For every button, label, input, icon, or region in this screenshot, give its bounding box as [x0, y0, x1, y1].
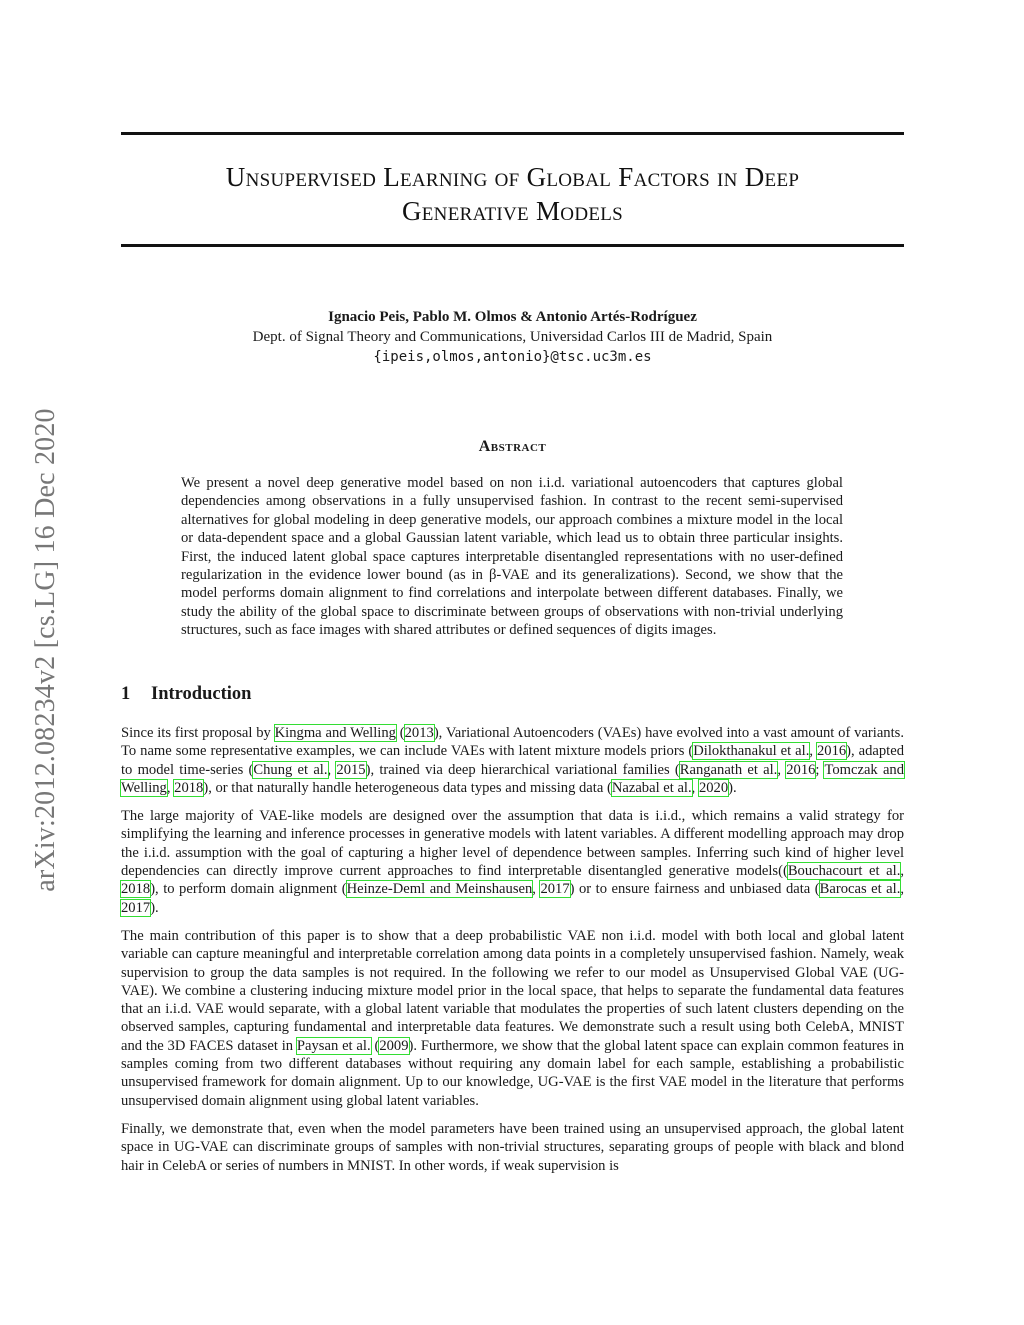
citation-link[interactable]: Nazabal et al.	[611, 779, 692, 796]
section-number: 1	[121, 684, 131, 704]
title-line-1: Unsupervised Learning of Global Factors in Deep	[225, 162, 800, 192]
text-run: ;	[815, 761, 825, 778]
text-run: The large majority of VAE-like models are designed over the assumption that data is i.i.d., which remains a valid strategy for simplifying the learning and inference processes in generative models with latent variables. A different modelling approach may drop the i.i.d. assumption with the goal of capturing a higher level of dependence between samples. Inferring such kind of higher level dependencies can directly improve current approaches to find interpretable disentangled generative models((	[121, 808, 904, 880]
text-run: Finally, we demonstrate that, even when the model parameters have been trained using an unsupervised approach, the global latent space in UG-VAE can discriminate groups of samples with non-trivial structures, separating groups of people with black and blond hair in CelebA or series of numbers in MNIST. In other words, if weak supervision is	[121, 1120, 904, 1174]
arxiv-identifier: arXiv:2012.08234v2 [cs.LG] 16 Dec 2020	[30, 408, 61, 892]
text-run: ,	[691, 779, 699, 796]
citation-link[interactable]: Kingma and Welling	[274, 725, 396, 741]
text-run: ). Furthermore, we show that the global latent space can explain common features in samples coming from two different databases without requiring any domain label for each sample, establishing a probabilistic unsupervised framework for domain alignment. Up to our knowledge, UG-VAE is the first VAE model in the literature that performs unsupervised domain alignment using global latent variables.	[121, 1037, 904, 1109]
citation-link[interactable]: Bouchacourt et al.	[787, 863, 901, 880]
text-run: ), trained via deep hierarchical variational families (	[365, 761, 680, 778]
top-rule	[121, 132, 904, 135]
text-run: The main contribution of this paper is to show that a deep probabilistic VAE non i.i.d. model with both local and global latent variable can capture meaningful and interpretable correlation among data points in a completely unsupervised fashion. Namely, weak supervision to group the data samples is not required. In the following we refer to our model as Unsupervised Global VAE (UG-VAE). We combine a clustering inducing mixture model prior in the local space, that helps to separate the fundamental data features that an i.i.d. VAE would separate, with a global latent variable that modulates the properties of such latent clusters depending on the observed samples, capturing fundamental and interpretable data features. We demonstrate such a result using both CelebA, MNIST and the 3D FACES dataset in	[121, 927, 904, 1054]
text-run: (	[395, 725, 405, 741]
citation-link[interactable]: 2018	[121, 881, 151, 898]
text-run: ), to perform domain alignment (	[150, 881, 347, 898]
body-text	[121, 724, 904, 1185]
section-heading	[121, 684, 251, 705]
email: {ipeis,olmos,antonio}@tsc.uc3m.es	[373, 349, 652, 365]
citation-link[interactable]: Chung et al.	[253, 761, 328, 778]
text-run: ,	[777, 761, 787, 778]
text-run: ,	[327, 761, 337, 778]
text-run: ,	[900, 863, 904, 880]
text-run: ,	[900, 881, 905, 898]
title-line-2: Generative Models	[401, 196, 624, 226]
text-run: Since its first proposal by	[121, 725, 275, 741]
text-run: ,	[166, 779, 175, 796]
citation-link[interactable]: 2013	[404, 725, 434, 741]
citation-link[interactable]: 2009	[379, 1037, 409, 1054]
citation-link[interactable]: 2018	[174, 779, 204, 796]
text-run: ), Variational Autoencoders (VAEs) have evolved into a vast amount of variants. To name some representative examples, we can include VAEs with latent mixture models priors (	[121, 725, 904, 760]
text-run: ) or to ensure fairness and unbiased data (	[569, 881, 820, 898]
text-run: ,	[532, 881, 541, 898]
citation-link[interactable]: Heinze-Deml and Meinshausen	[346, 881, 533, 898]
author-block	[121, 307, 904, 367]
citation-link[interactable]: Ranganath et al.	[679, 761, 778, 778]
section-title: Introduction	[151, 684, 252, 704]
text-run: (	[370, 1037, 380, 1054]
citation-link[interactable]: Paysan et al.	[296, 1037, 371, 1054]
author-names: Ignacio Peis, Pablo M. Olmos & Antonio Artés-Rodríguez	[328, 309, 697, 325]
citation-link[interactable]: 2015	[336, 761, 366, 778]
citation-link[interactable]: 2020	[698, 779, 729, 796]
abstract-text: We present a novel deep generative model based on non i.i.d. variational autoencoders that captures global dependencies among observations in a fully unsupervised fashion. In contrast to the recent semi-supervised alternatives for global modeling in deep generative models, our approach combines a mixture model in the local or data-dependent space and a global Gaussian latent variable, which lead us to obtain three particular insights. First, the induced latent global space captures interpretable disentangled representations with no user-defined regularization in the evidence lower bound (as in β-VAE and its generalizations). Second, we show that the model performs domain alignment to find correlations and interpolate between different databases. Finally, we study the ability of the global space to discriminate between groups of observations with non-trivial underlying structures, such as face images with shared attributes or defined sequences of digits images.	[181, 475, 843, 639]
paper-title	[121, 160, 904, 228]
paragraph-1	[121, 724, 904, 797]
paragraph-4	[121, 1120, 904, 1175]
text-run: ), or that naturally handle heterogeneous data types and missing data (	[203, 779, 612, 796]
citation-link[interactable]: Tomczak and Welling	[121, 761, 905, 796]
citation-link[interactable]: 2016	[816, 743, 847, 760]
citation-link[interactable]: 2016	[786, 761, 816, 778]
paragraph-2	[121, 807, 904, 917]
text-run: ,	[809, 743, 817, 760]
abstract-heading: Abstract	[478, 438, 547, 455]
text-run: ), adapted to model time-series (	[121, 743, 905, 778]
arxiv-sidebar	[28, 350, 64, 950]
affiliation: Dept. of Signal Theory and Communications, Universidad Carlos III de Madrid, Spain	[252, 329, 773, 345]
citation-link[interactable]: Barocas et al.	[819, 881, 901, 898]
citation-link[interactable]: 2017	[121, 899, 151, 916]
bottom-rule	[121, 244, 904, 247]
citation-link[interactable]: Dilokthanakul et al.	[693, 743, 810, 760]
citation-link[interactable]: 2017	[540, 881, 570, 898]
paragraph-3	[121, 927, 904, 1110]
text-run: ).	[728, 779, 737, 796]
text-run: ).	[150, 899, 159, 916]
